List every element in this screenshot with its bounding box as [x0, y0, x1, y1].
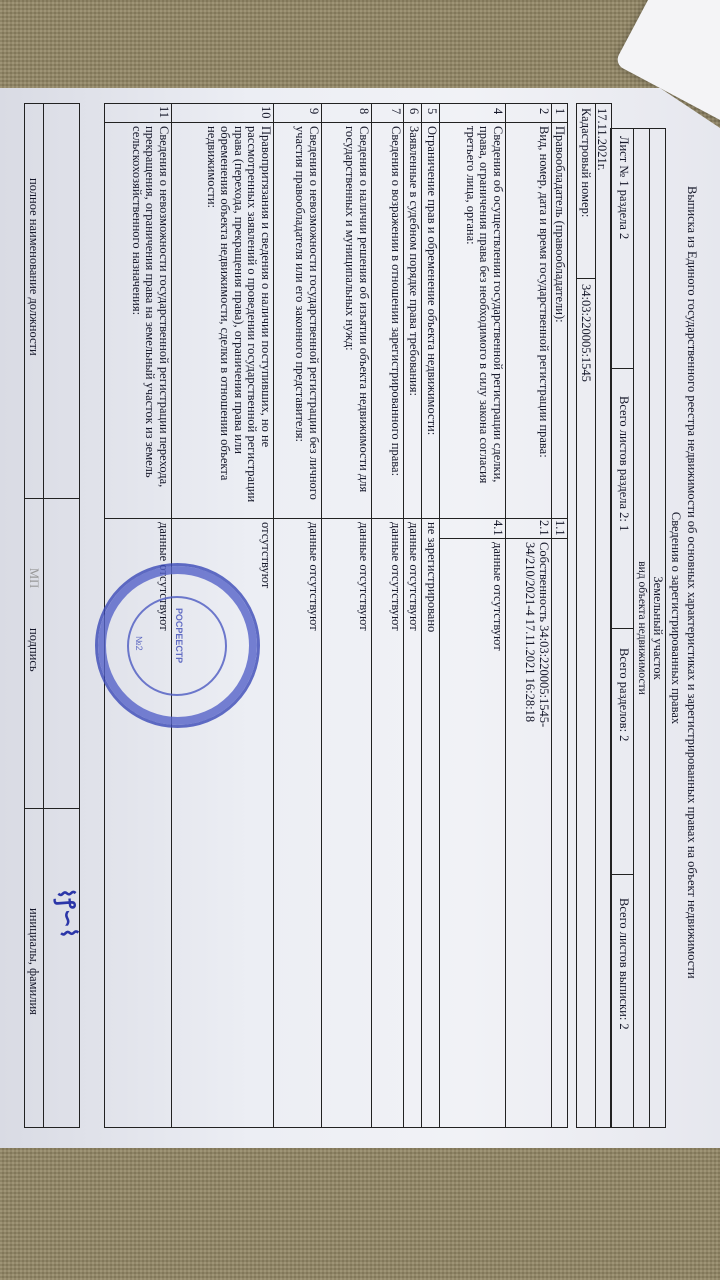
divider — [610, 628, 634, 629]
row-5-label: Ограничение прав и обременение объекта недвижимости: — [425, 126, 439, 436]
row-4-label: Сведения об осуществлении государственной регистрации сделки, права, ограничения права без необходимого в силу закона согласия третьего лица, органа: — [464, 126, 505, 484]
row-2-sub: 2.1 — [537, 520, 551, 536]
row-7-num: 7 — [389, 108, 403, 115]
divider — [421, 103, 422, 1128]
signature-caption: подпись — [27, 628, 41, 672]
row-5-num: 5 — [425, 108, 439, 115]
document-subtitle: Сведения о зарегистрированных правах — [669, 511, 683, 725]
object-type-caption: вид объекта недвижимости — [636, 561, 648, 695]
divider — [24, 498, 80, 499]
handwritten-signature: ⌇ꝭ∽⌇ — [53, 887, 82, 940]
row-8-label: Сведения о наличии решения об изъятии объекта недвижимости для государственных и муниципальных нужд: — [343, 126, 371, 493]
row-2-label: Вид, номер, дата и время государственной регистрации права: — [537, 126, 551, 458]
row-1-num: 1 — [553, 108, 567, 115]
sections-total: Всего разделов: 2 — [617, 648, 631, 742]
divider — [273, 103, 274, 1128]
sheet-label: Лист № 1 раздела 2 — [617, 136, 631, 240]
row-11-value: данные отсутствуют — [157, 522, 171, 631]
seal-inner-text: РОСРЕЕСТР — [174, 608, 184, 664]
divider — [610, 368, 634, 369]
cadastral-label: Кадастровый номер: — [579, 108, 593, 218]
row-6-value: данные отсутствуют — [407, 522, 421, 631]
position-caption: полное наименование должности — [27, 178, 41, 356]
row-6-label: Заявленные в судебном порядке права требования: — [407, 126, 421, 396]
divider — [576, 278, 596, 279]
row-10-label: Правопритязания и сведения о наличии поступивших, но не рассмотренных заявлений о проведении государственной регистрации права (перехода, прекращения права), ограничения права или обременения объекта недвижимости, сделки в отношении объекта недвижимости: — [205, 126, 273, 503]
divider — [43, 103, 44, 1128]
divider — [321, 103, 322, 1128]
sheets-total: Всего листов выписки: 2 — [617, 898, 631, 1030]
row-8-value: данные отсутствуют — [357, 522, 371, 631]
row-9-value: данные отсутствуют — [307, 522, 321, 631]
divider — [649, 128, 650, 1128]
row-1-sub: 1.1 — [553, 520, 567, 536]
divider — [595, 103, 596, 1128]
row-9-label: Сведения о невозможности государственной регистрации без личного участия правообладателя или его законного представителя: — [293, 126, 321, 500]
official-seal — [95, 563, 260, 728]
row-10-value: отсутствуют — [259, 522, 273, 589]
row-10-num: 10 — [259, 106, 273, 119]
divider — [403, 103, 404, 1128]
divider — [104, 518, 568, 519]
cadastral-value: 34:03:220005:1545 — [579, 284, 593, 382]
row-4-num: 4 — [491, 108, 505, 115]
divider — [440, 538, 568, 539]
document-date: 17.11.2021г. — [595, 108, 609, 171]
divider — [104, 122, 568, 123]
row-4-value: данные отсутствуют — [491, 542, 505, 651]
divider — [371, 103, 372, 1128]
document-title: Выписка из Единого государственного реестра недвижимости об основных характеристиках и зарегистрированных правах на объект недвижимости — [685, 186, 699, 979]
divider — [505, 103, 506, 1128]
object-type: Земельный участок — [651, 576, 665, 680]
signature-mark: МП — [27, 568, 41, 589]
seal-number: №2 — [134, 636, 144, 651]
row-8-num: 8 — [357, 108, 371, 115]
divider — [439, 103, 440, 1128]
row-7-label: Сведения о возражении в отношении зарегистрированного права: — [389, 126, 403, 477]
row-7-value: данные отсутствуют — [389, 522, 403, 631]
row-11-num: 11 — [157, 106, 171, 119]
sheets-in-section: Всего листов раздела 2: 1 — [617, 396, 631, 532]
divider — [610, 874, 634, 875]
row-4-sub: 4.1 — [491, 520, 505, 536]
row-2-num: 2 — [537, 108, 551, 115]
row-11-label: Сведения о невозможности государственной регистрации перехода, прекращения, ограничения права на земельный участок из земель сельскохозяйственного назначения: — [130, 126, 171, 488]
row-9-num: 9 — [307, 108, 321, 115]
divider — [24, 808, 80, 809]
cadastral-frame — [576, 103, 612, 1128]
document-content — [0, 88, 700, 1148]
row-6-num: 6 — [407, 108, 421, 115]
row-5-value: не зарегистрировано — [425, 522, 439, 633]
name-caption: инициалы, фамилия — [27, 908, 41, 1015]
divider — [551, 103, 552, 1128]
row-2-value: Собственность 34:03:220005:1545-34/210/2021-4 17.11.2021 16:28:18 — [523, 542, 551, 728]
row-1-label: Правообладатель (правообладатели): — [553, 126, 567, 323]
